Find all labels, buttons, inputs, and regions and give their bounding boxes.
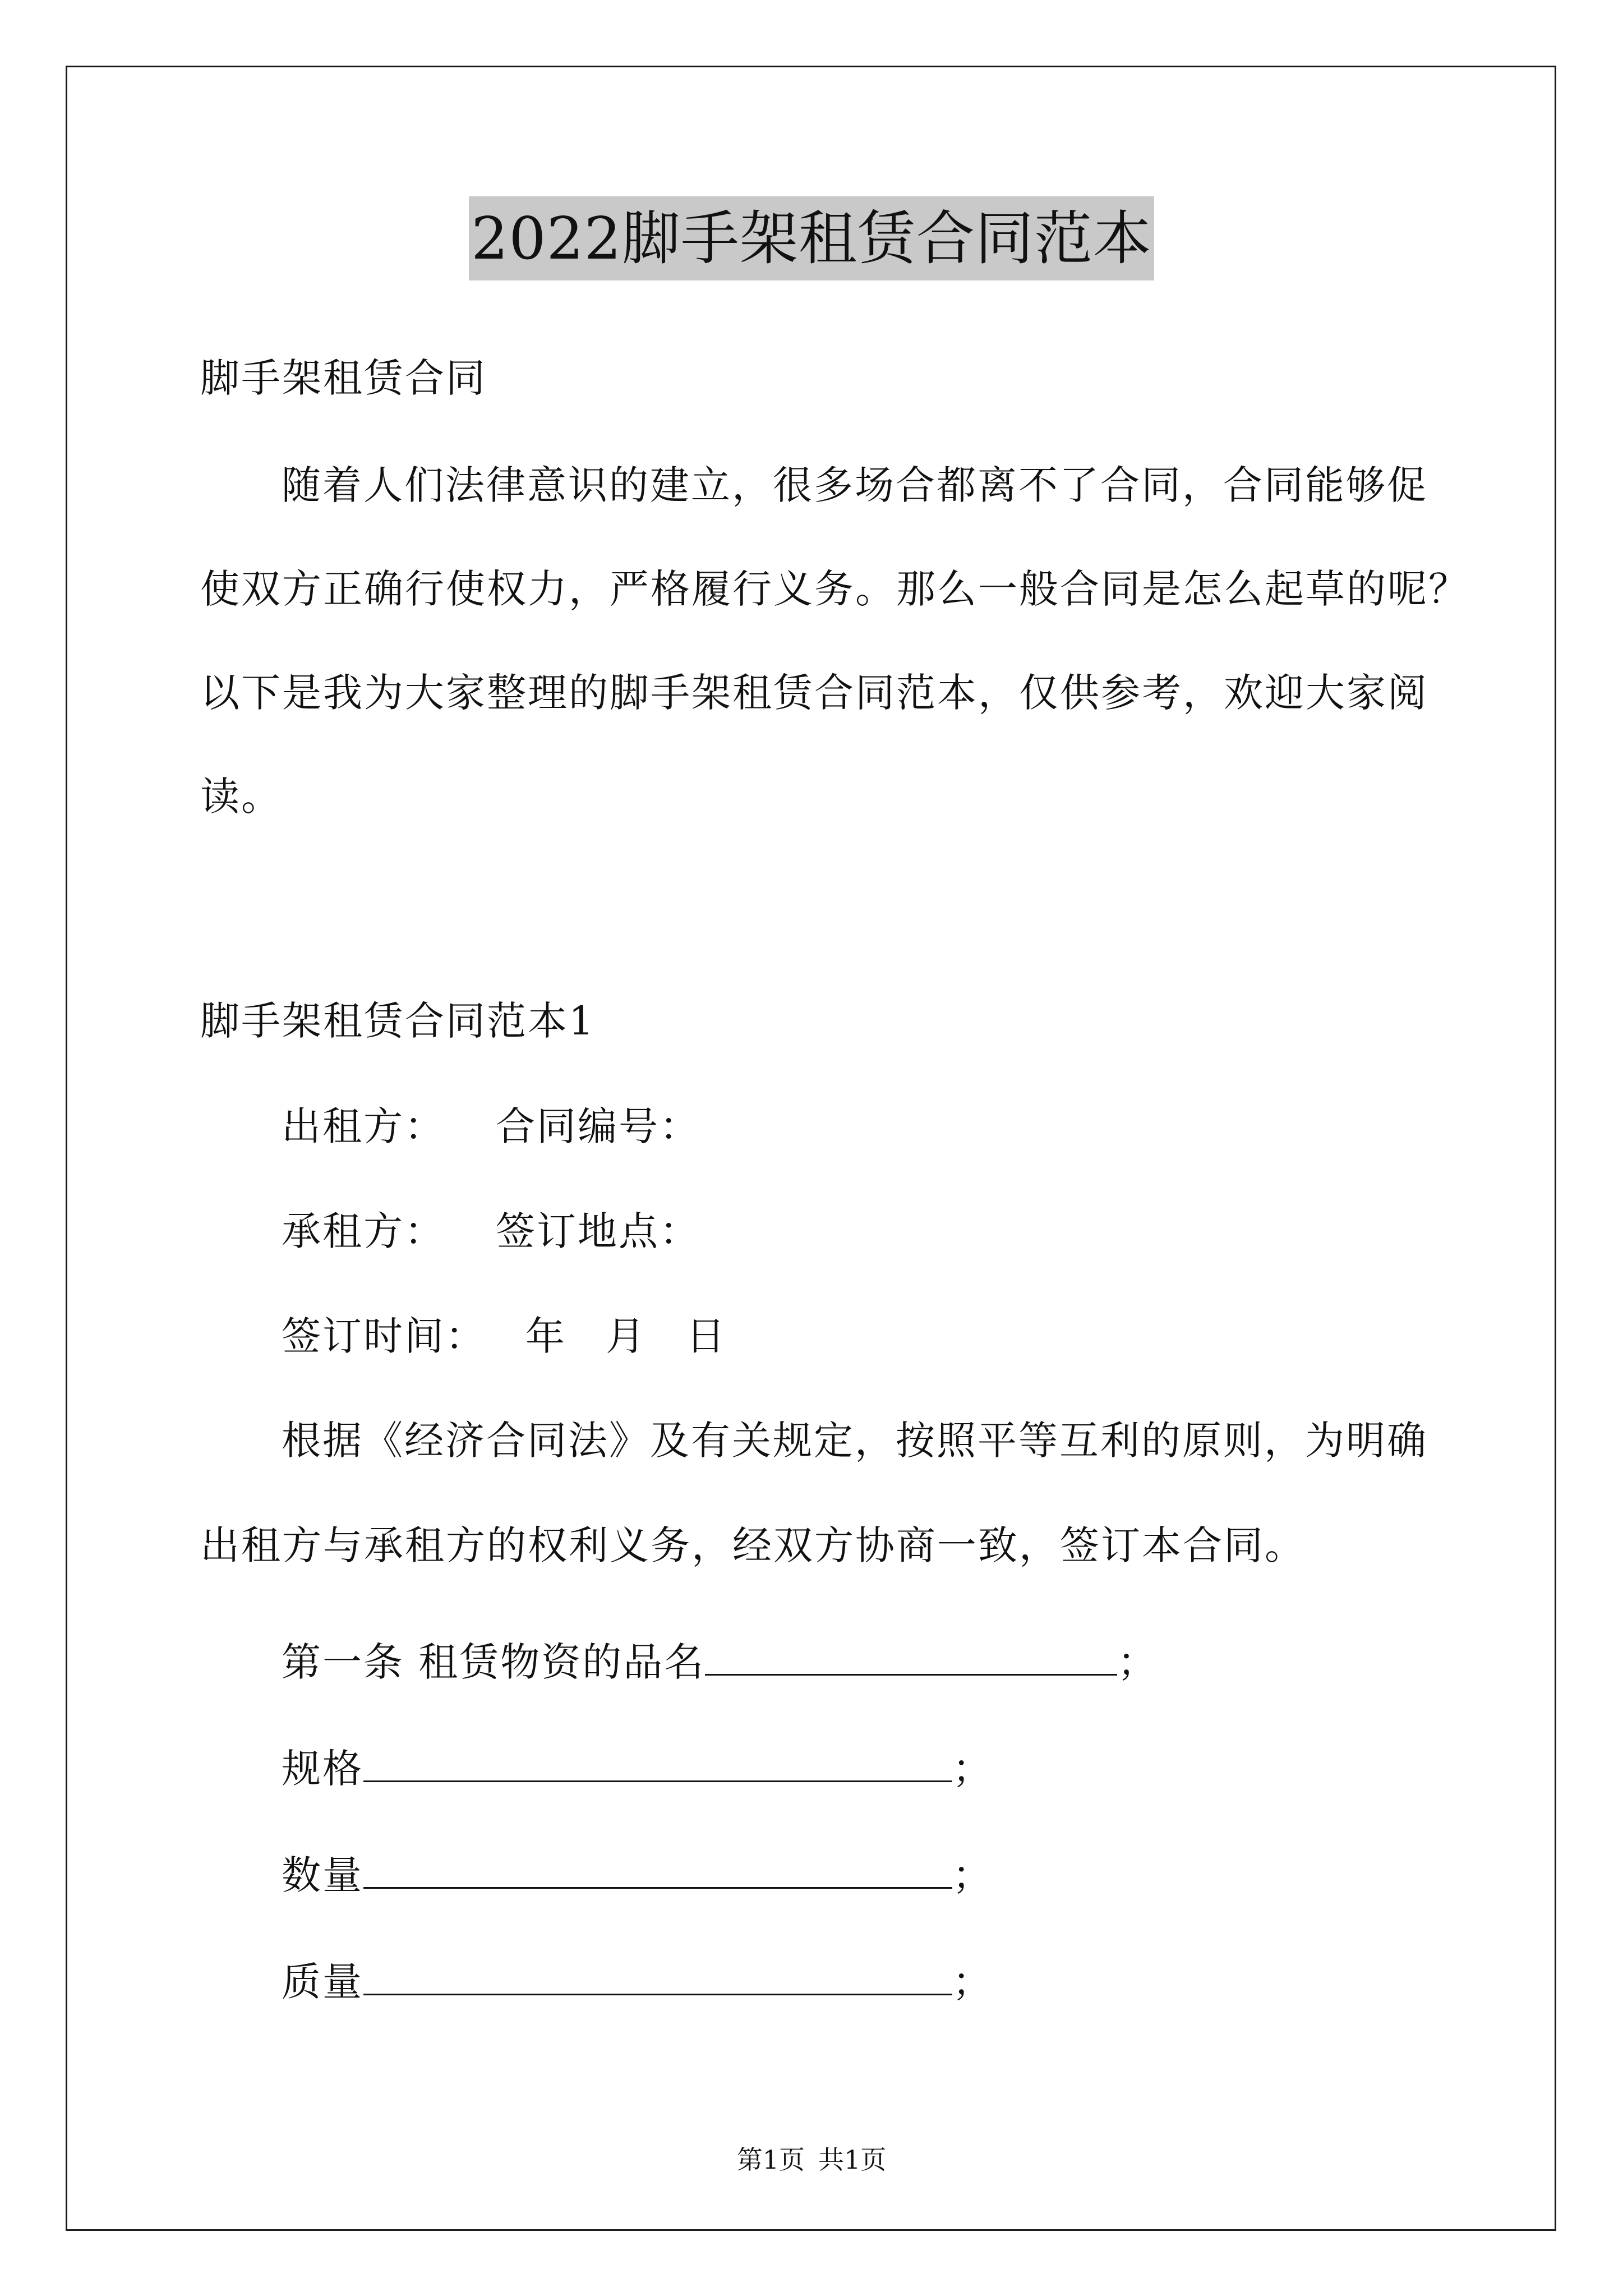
lessor-row bbox=[282, 1098, 1515, 1154]
quality-blank[interactable] bbox=[363, 1954, 952, 1995]
basis-line-1: 根据《经济合同法》及有关规定，按照平等互利的原则，为明确 bbox=[282, 1418, 1428, 1464]
quantity-terminator: ； bbox=[952, 1852, 993, 1898]
page-number-total: 共1页 bbox=[818, 2145, 887, 2175]
quantity-row bbox=[282, 1847, 1515, 1903]
intro-line-2: 使双方正确行使权力，严格履行义务。那么一般合同是怎么起草的呢？ bbox=[200, 566, 1469, 612]
article1-blank[interactable] bbox=[705, 1635, 1117, 1676]
spec-row bbox=[282, 1741, 1515, 1797]
year-label: 年 bbox=[525, 1313, 566, 1359]
month-label: 月 bbox=[606, 1313, 647, 1359]
day-label: 日 bbox=[686, 1313, 727, 1359]
quality-terminator: ； bbox=[952, 1959, 993, 2005]
quantity-label: 数量 bbox=[282, 1852, 363, 1898]
lessor-label: 出租方： bbox=[282, 1103, 445, 1149]
quantity-blank[interactable] bbox=[363, 1848, 952, 1889]
section-heading: 脚手架租赁合同 bbox=[200, 355, 487, 401]
title-container bbox=[0, 196, 1623, 280]
spec-label: 规格 bbox=[282, 1746, 363, 1792]
intro-line-4: 读。 bbox=[200, 774, 282, 820]
page-footer bbox=[0, 2143, 1623, 2177]
document-title: 2022脚手架租赁合同范本 bbox=[469, 196, 1154, 280]
signing-time-row bbox=[282, 1308, 1515, 1364]
spec-terminator: ； bbox=[952, 1746, 993, 1792]
contract-no-label: 合同编号： bbox=[496, 1103, 700, 1149]
lessee-label: 承租方： bbox=[282, 1208, 445, 1254]
signing-time-label: 签订时间： bbox=[282, 1313, 486, 1359]
template-heading: 脚手架租赁合同范本1 bbox=[200, 998, 596, 1044]
article1-label: 第一条 租赁物资的品名 bbox=[282, 1639, 706, 1685]
page-number-current: 第1页 bbox=[736, 2145, 805, 2175]
intro-line-3: 以下是我为大家整理的脚手架租赁合同范本，仅供参考，欢迎大家阅 bbox=[200, 670, 1428, 716]
lessee-row bbox=[282, 1203, 1515, 1259]
article1-row bbox=[282, 1634, 1515, 1690]
intro-line-1: 随着人们法律意识的建立，很多场合都离不了合同，合同能够促 bbox=[282, 462, 1428, 508]
quality-label: 质量 bbox=[282, 1959, 363, 2005]
spec-blank[interactable] bbox=[363, 1741, 952, 1782]
article1-terminator: ； bbox=[1117, 1639, 1159, 1685]
signing-place-label: 签订地点： bbox=[496, 1208, 700, 1254]
quality-row bbox=[282, 1954, 1515, 2010]
basis-line-2: 出租方与承租方的权利义务，经双方协商一致，签订本合同。 bbox=[200, 1522, 1306, 1568]
